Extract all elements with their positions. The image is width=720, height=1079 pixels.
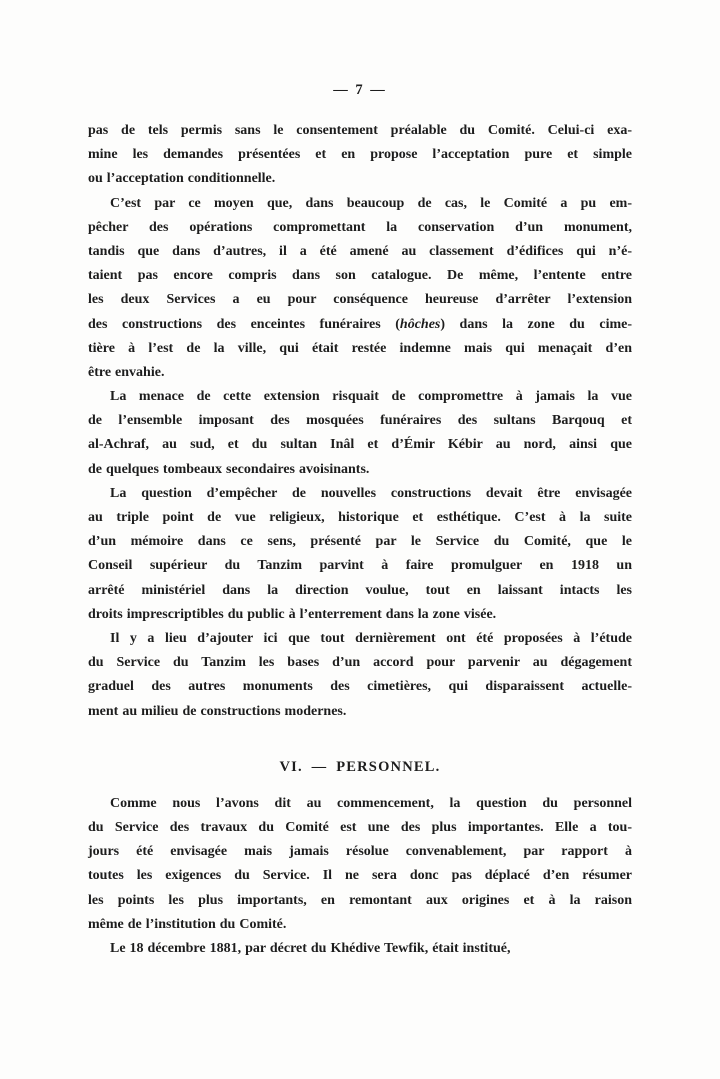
text-line: Conseil supérieur du Tanzim parvint à faire promulguer en 1918 un [88, 558, 632, 574]
text-line: les points les plus importants, en remontant aux origines et à la raison [88, 892, 632, 908]
text-line: Il y a lieu d’ajouter ici que tout dernièrement ont été proposées à l’étude [110, 630, 632, 646]
text-line: pas de tels permis sans le consentement préalable du Comité. Celui-ci exa- [88, 123, 632, 138]
paragraph [88, 385, 632, 482]
text-line: des constructions des enceintes funéraires (hôches) dans la zone du cime- [88, 316, 632, 332]
text-line: les deux Services a eu pour conséquence heureuse d’arrêter l’extension [88, 292, 632, 308]
text-line: tière à l’est de la ville, qui était restée indemne mais qui menaçait d’en [88, 340, 632, 356]
text-line: ment au milieu de constructions modernes. [88, 703, 347, 719]
text-line: arrêté ministériel dans la direction voulue, tout en laissant intacts les [88, 582, 632, 598]
text-line: ou l’acceptation conditionnelle. [88, 171, 276, 187]
text-line: graduel des autres monuments des cimetières, qui disparaissent actuelle- [88, 679, 632, 695]
paragraph [88, 792, 632, 937]
text-line: C’est par ce moyen que, dans beaucoup de cas, le Comité a pu em- [110, 195, 632, 211]
text-line: Comme nous l’avons dit au commencement, la question du personnel [110, 795, 632, 811]
text-line: droits imprescriptibles du public à l’enterrement dans la zone visée. [88, 606, 497, 622]
text-line: du Service du Tanzim les bases d’un accord pour parvenir au dégagement [88, 655, 632, 671]
text-line: taient pas encore compris dans son catalogue. De même, l’entente entre [88, 268, 632, 284]
text-line: du Service des travaux du Comité est une des plus importantes. Elle a tou- [88, 820, 632, 836]
text-line: jours été envisagée mais jamais résolue convenablement, par rapport à [88, 844, 632, 860]
page-number: — 7 — [333, 82, 387, 98]
text-line: mine les demandes présentées et en propose l’acceptation pure et simple [88, 147, 632, 163]
text-line: d’un mémoire dans ce sens, présenté par le Service du Comité, que le [88, 534, 632, 550]
text-line: même de l’institution du Comité. [88, 916, 287, 932]
paragraph [88, 119, 632, 192]
text-line: pêcher des opérations compromettant la conservation d’un monument, [88, 219, 632, 235]
text-line: être envahie. [88, 364, 165, 380]
paragraph [88, 937, 632, 961]
text-line: La question d’empêcher de nouvelles constructions devait être envisagée [110, 485, 632, 501]
text-line: al-Achraf, au sud, et du sultan Inâl et d’Émir Kébir au nord, ainsi que [88, 437, 632, 453]
text-line: Le 18 décembre 1881, par décret du Khédive Tewfik, était institué, [110, 941, 511, 957]
text-block [88, 119, 632, 961]
text-line: tandis que dans d’autres, il a été amené au classement d’édifices qui n’é- [88, 243, 632, 259]
text-line: La menace de cette extension risquait de compromettre à jamais la vue [110, 389, 632, 405]
paragraph [88, 627, 632, 724]
text-line: de quelques tombeaux secondaires avoisinants. [88, 461, 370, 477]
section-heading: VI. — PERSONNEL. [279, 758, 441, 775]
paragraph [88, 482, 632, 627]
text-line: de l’ensemble imposant des mosquées funéraires des sultans Barqouq et [88, 413, 632, 429]
text-line: au triple point de vue religieux, historique et esthétique. C’est à la suite [88, 510, 632, 525]
text-line: toutes les exigences du Service. Il ne sera donc pas déplacé d’en résumer [88, 868, 632, 884]
paragraph [88, 192, 632, 386]
